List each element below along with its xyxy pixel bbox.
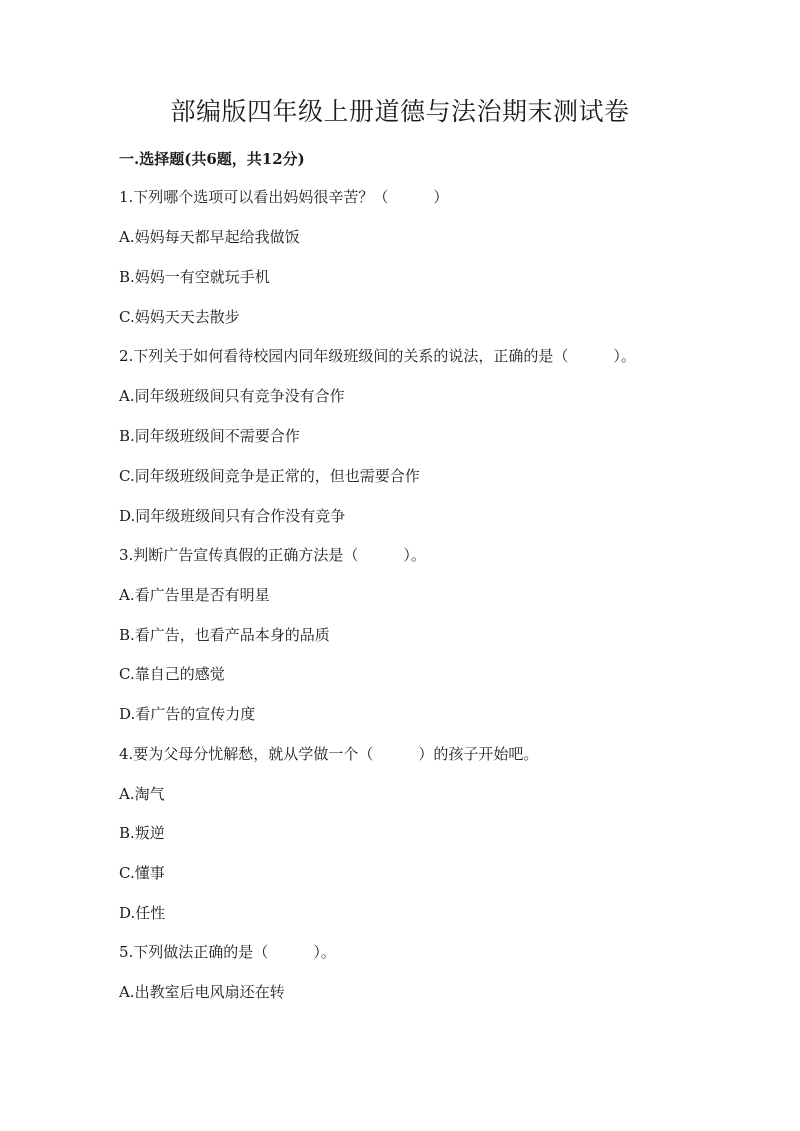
question-2-option-b: B.同年级班级间不需要合作 — [119, 427, 300, 445]
question-1-option-b: B.妈妈一有空就玩手机 — [119, 268, 270, 286]
question-4-option-b: B.叛逆 — [119, 824, 165, 842]
question-2-option-a: A.同年级班级间只有竞争没有合作 — [119, 387, 345, 405]
question-3-option-c: C.靠自己的感觉 — [119, 665, 225, 683]
question-2-option-c: C.同年级班级间竞争是正常的，但也需要合作 — [119, 467, 420, 485]
section-heading: 一.选择题(共6题，共12分) — [119, 150, 305, 168]
question-1-option-c: C.妈妈天天去散步 — [119, 308, 240, 326]
question-5-prompt: 5.下列做法正确的是（ ）。 — [119, 943, 336, 961]
question-3-option-d: D.看广告的宣传力度 — [119, 705, 256, 723]
question-1-option-a: A.妈妈每天都早起给我做饭 — [119, 228, 300, 246]
question-5-option-a: A.出教室后电风扇还在转 — [119, 983, 285, 1001]
question-2-option-d: D.同年级班级间只有合作没有竞争 — [119, 507, 346, 525]
question-4-prompt: 4.要为父母分忧解愁，就从学做一个（ ）的孩子开始吧。 — [119, 745, 539, 763]
question-3-option-a: A.看广告里是否有明星 — [119, 586, 270, 604]
question-3-option-b: B.看广告，也看产品本身的品质 — [119, 626, 330, 644]
question-2-prompt: 2.下列关于如何看待校园内同年级班级间的关系的说法，正确的是（ ）。 — [119, 347, 636, 365]
question-4-option-d: D.任性 — [119, 904, 166, 922]
page-title: 部编版四年级上册道德与法治期末测试卷 — [170, 97, 630, 126]
question-4-option-a: A.淘气 — [119, 785, 165, 803]
question-3-prompt: 3.判断广告宣传真假的正确方法是（ ）。 — [119, 546, 426, 564]
question-4-option-c: C.懂事 — [119, 864, 165, 882]
question-1-prompt: 1.下列哪个选项可以看出妈妈很辛苦？（ ） — [119, 188, 449, 206]
